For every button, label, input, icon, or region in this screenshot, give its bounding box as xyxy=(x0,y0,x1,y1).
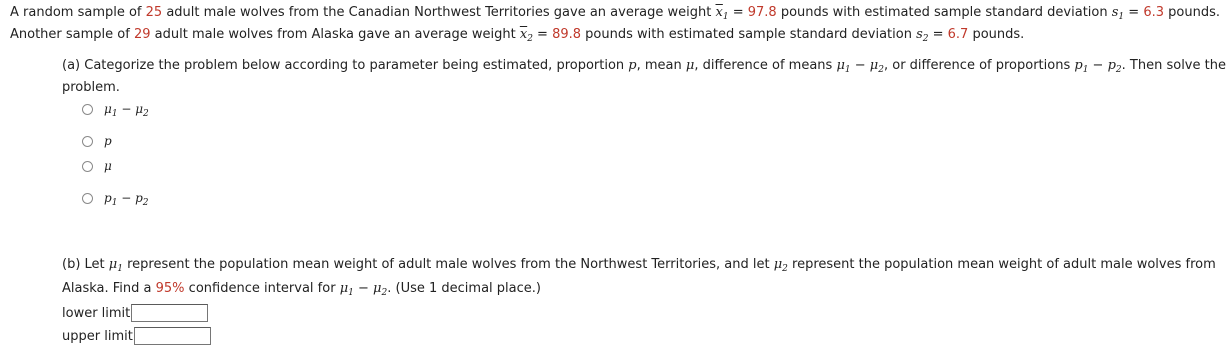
part-b-question: (b) Let $\mu_1$ represent the population mean weight of adult male wolves from the Northwest Territories, and let $\mu_2$ represent the population mean weight of adult male wolves from xyxy=(62,257,1216,274)
lower-limit-label: lower limit xyxy=(62,305,131,321)
upper-limit-label: upper limit xyxy=(62,328,133,344)
upper-limit-input[interactable] xyxy=(134,327,211,345)
sample-size-1: 25 xyxy=(145,5,163,20)
option-label: p xyxy=(104,134,112,148)
option-p1-minus-p2[interactable] xyxy=(82,190,149,206)
intro-line-1: A random sample of 25 adult male wolves from the Canadian Northwest Territories gave an average weight $\overline{x}_1 = 97.8$ pounds with estimated sample standard deviation $s_1 = 6.3$ pounds. xyxy=(10,5,1220,22)
mean-2: 89.8 xyxy=(552,27,582,42)
option-label: $\mu_1 - \mu_2$ xyxy=(104,102,149,119)
confidence-level: 95% xyxy=(155,281,185,296)
x-bar-2: $\overline{x}$ xyxy=(519,27,528,42)
option-mu[interactable] xyxy=(82,158,112,174)
sd-1: 6.3 xyxy=(1143,5,1164,20)
radio-button[interactable] xyxy=(82,161,93,172)
part-b-question-cont: Alaska. Find a 95% confidence interval for $\mu_1 - \mu_2$. (Use 1 decimal place.) xyxy=(62,281,541,298)
sd-2: 6.7 xyxy=(947,27,969,42)
option-p[interactable] xyxy=(82,133,112,149)
intro-line-2: Another sample of 29 adult male wolves from Alaska gave an average weight $\overline{x}_2 = 89.8$ pounds with estimated sample standard deviation $s_2 = 6.7$ pounds. xyxy=(10,27,1025,44)
lower-limit-row xyxy=(62,303,208,323)
lower-limit-input[interactable] xyxy=(131,304,208,322)
part-a-question-cont: problem. xyxy=(62,80,120,95)
x-bar-1: $\overline{x}$ xyxy=(715,5,723,20)
option-mu1-minus-mu2[interactable] xyxy=(82,101,149,117)
mean-1: 97.8 xyxy=(747,5,777,20)
radio-button[interactable] xyxy=(82,136,93,147)
sample-size-2: 29 xyxy=(133,27,151,42)
radio-button[interactable] xyxy=(82,104,93,115)
option-label: μ xyxy=(104,159,112,173)
option-label: $p_1 - p_2$ xyxy=(104,191,149,208)
upper-limit-row xyxy=(62,326,211,346)
part-a-question: (a) Categorize the problem below according to parameter being estimated, proportion p, mean μ, difference of means $\mu_1 - \mu_2$, or difference of proportions $p_1 - p_2$. Then solve the xyxy=(62,58,1226,75)
radio-button[interactable] xyxy=(82,193,93,204)
